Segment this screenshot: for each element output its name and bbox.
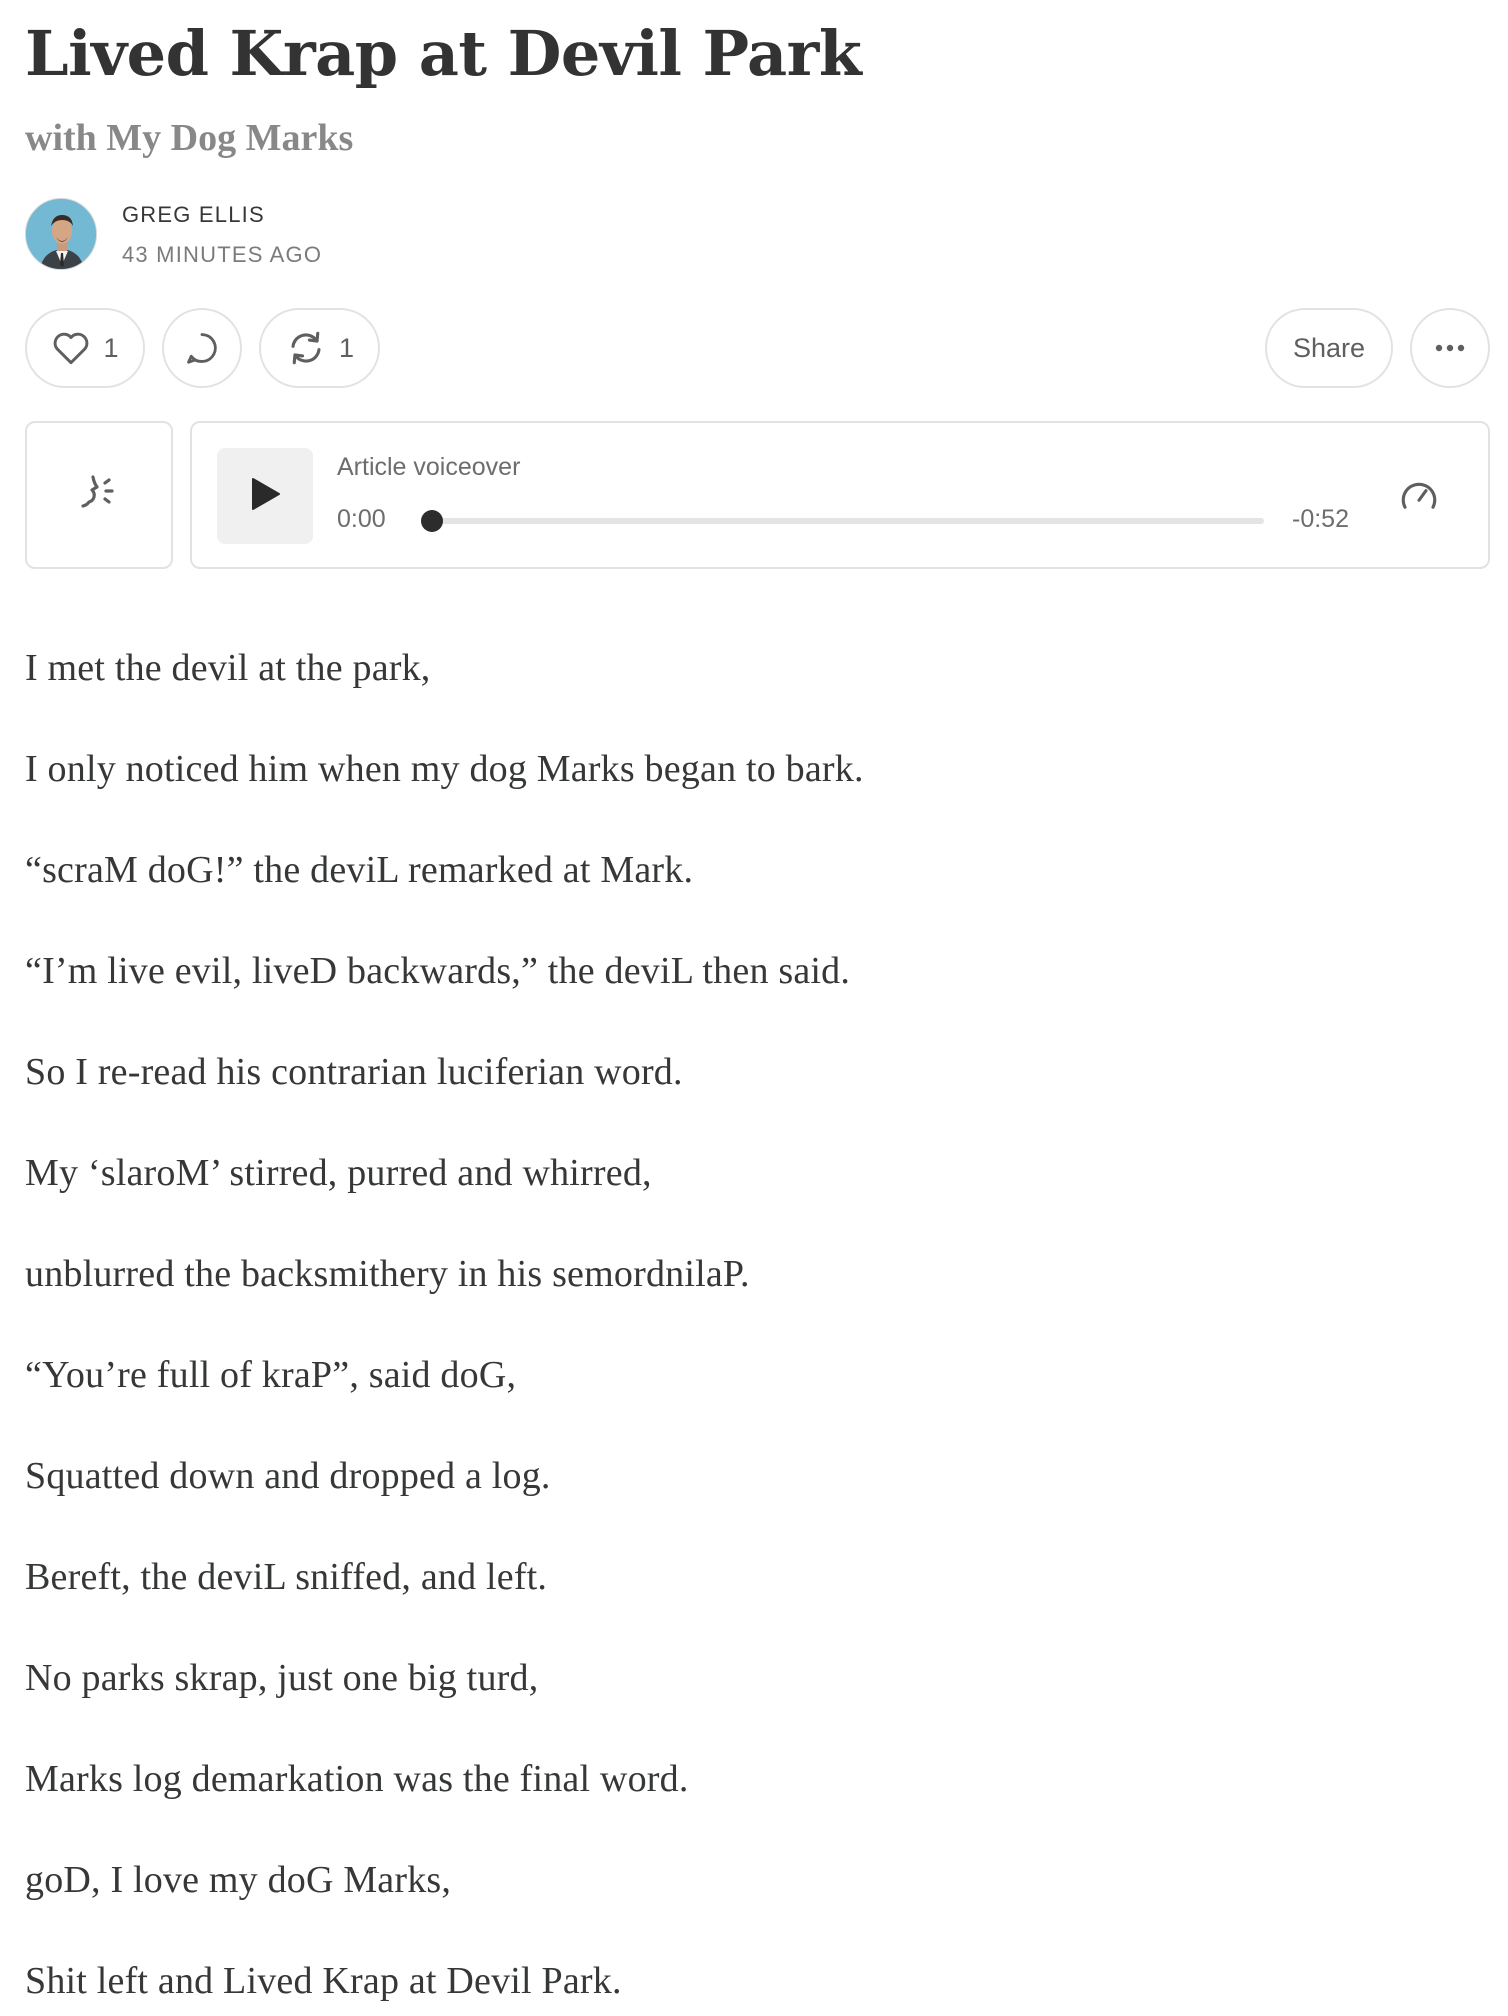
poem-line: Squatted down and dropped a log. [25,1455,551,1497]
post-subtitle: with My Dog Marks [25,117,354,159]
speedometer-icon [1398,477,1440,518]
poem-line: “You’re full of kraP”, said doG, [25,1354,517,1396]
poem-line: goD, I love my doG Marks, [25,1859,452,1901]
restack-button[interactable] [259,308,380,388]
poem-line: unblurred the backsmithery in his semordnilaP. [25,1253,750,1295]
comment-button[interactable] [162,308,242,388]
voiceover-toggle-button[interactable] [25,421,173,569]
poem-line: “scraM doG!” the deviL remarked at Mark. [25,849,694,891]
audio-remaining-time: -0:52 [1292,505,1349,533]
poem-line: Marks log demarkation was the final word. [25,1758,689,1800]
like-count: 1 [103,332,119,363]
play-button[interactable] [217,448,313,544]
more-options-button[interactable] [1410,308,1490,388]
poem-line: “I’m live evil, liveD backwards,” the deviL then said. [25,950,851,992]
share-button[interactable] [1265,308,1393,388]
audio-current-time: 0:00 [337,505,386,533]
post-timestamp[interactable]: 43 MINUTES AGO [122,242,323,267]
poem-line: Bereft, the deviL sniffed, and left. [25,1556,548,1598]
heart-icon [51,330,91,366]
comment-bubble-icon [183,329,221,367]
poem-line: So I re-read his contrarian luciferian word. [25,1051,683,1093]
restack-count: 1 [338,332,355,363]
playback-speed-button[interactable] [1397,475,1441,519]
audio-progress-track[interactable] [432,518,1264,524]
speaking-head-icon [75,471,123,520]
ellipsis-icon [1433,343,1467,353]
restack-arrows-icon [285,329,327,367]
share-label: Share [1292,332,1366,363]
poem-line: I met the devil at the park, [25,647,431,689]
author-avatar[interactable] [25,198,97,270]
play-icon [248,476,282,517]
post-title: Lived Krap at Devil Park [25,17,862,90]
like-button[interactable] [25,308,145,388]
audio-player [190,421,1490,569]
byline [25,198,625,272]
poem-line: My ‘slaroM’ stirred, purred and whirred, [25,1152,652,1194]
post-body [25,618,1485,2016]
author-name[interactable]: GREG ELLIS [122,202,265,227]
poem-line: Shit left and Lived Krap at Devil Park. [25,1960,622,2002]
poem-line: I only noticed him when my dog Marks began to bark. [25,748,864,790]
audio-scrubber-handle[interactable] [421,510,443,532]
poem-line: No parks skrap, just one big turd, [25,1657,539,1699]
audio-title: Article voiceover [337,453,521,481]
